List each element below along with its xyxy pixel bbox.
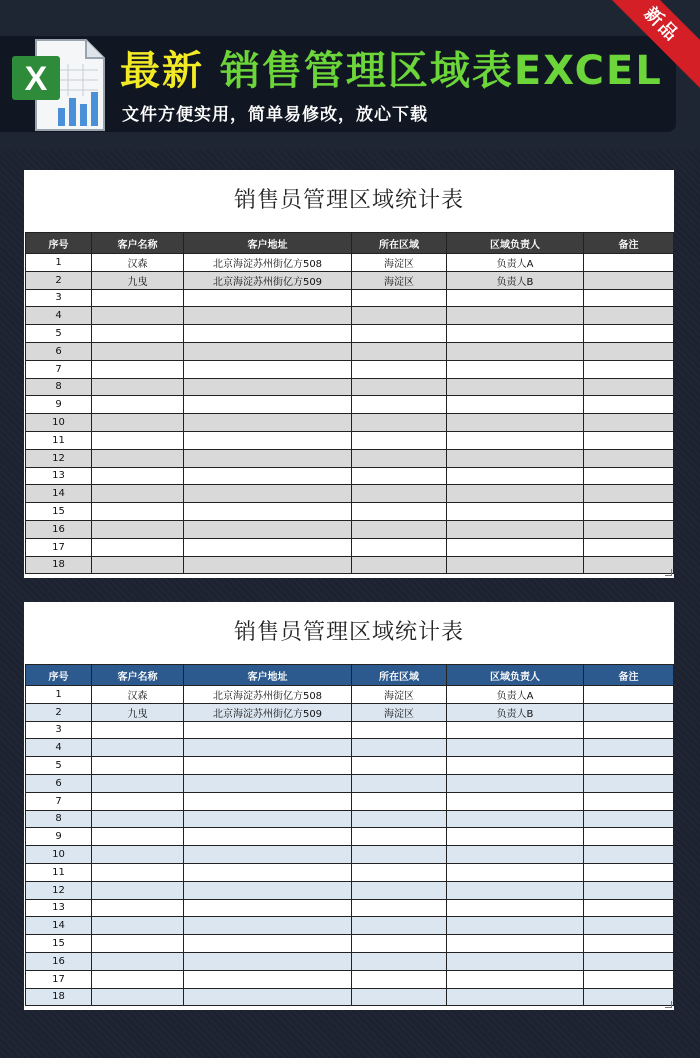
table-cell[interactable] bbox=[584, 739, 674, 757]
table-cell[interactable]: 5 bbox=[26, 757, 92, 775]
table-cell[interactable] bbox=[584, 325, 674, 343]
table-cell[interactable] bbox=[584, 757, 674, 775]
table-cell[interactable] bbox=[352, 449, 447, 467]
table-cell[interactable] bbox=[584, 703, 674, 721]
table-cell[interactable] bbox=[447, 485, 584, 503]
table-cell[interactable] bbox=[352, 556, 447, 574]
table-cell[interactable] bbox=[447, 325, 584, 343]
table-cell[interactable] bbox=[584, 881, 674, 899]
table-cell[interactable] bbox=[92, 917, 184, 935]
table-row bbox=[26, 881, 674, 899]
table-cell[interactable] bbox=[352, 307, 447, 325]
table-cell[interactable] bbox=[184, 899, 352, 917]
table-cell[interactable] bbox=[92, 721, 184, 739]
table-row bbox=[26, 846, 674, 864]
table-cell[interactable] bbox=[447, 792, 584, 810]
column-header[interactable]: 客户名称 bbox=[92, 233, 184, 254]
table-cell[interactable] bbox=[184, 739, 352, 757]
table-cell[interactable] bbox=[447, 935, 584, 953]
table-cell[interactable] bbox=[92, 431, 184, 449]
table-cell[interactable]: 6 bbox=[26, 774, 92, 792]
table-cell[interactable]: 15 bbox=[26, 935, 92, 953]
table-cell[interactable] bbox=[447, 881, 584, 899]
table-cell[interactable] bbox=[447, 556, 584, 574]
table-row bbox=[26, 556, 674, 574]
table-cell[interactable] bbox=[352, 378, 447, 396]
table-cell[interactable] bbox=[184, 307, 352, 325]
table-row bbox=[26, 449, 674, 467]
table-cell[interactable]: 北京海淀苏州街亿方509 bbox=[184, 703, 352, 721]
table-cell[interactable]: 8 bbox=[26, 810, 92, 828]
table-cell[interactable] bbox=[352, 520, 447, 538]
table-cell[interactable] bbox=[584, 271, 674, 289]
table-cell[interactable] bbox=[447, 360, 584, 378]
table-cell[interactable] bbox=[447, 342, 584, 360]
table-cell[interactable] bbox=[584, 378, 674, 396]
table-cell[interactable] bbox=[584, 970, 674, 988]
table-cell[interactable] bbox=[447, 917, 584, 935]
table-cell[interactable] bbox=[584, 721, 674, 739]
table-row bbox=[26, 899, 674, 917]
table-cell[interactable] bbox=[92, 899, 184, 917]
table-header-row bbox=[26, 233, 674, 254]
column-header[interactable]: 备注 bbox=[584, 233, 674, 254]
table-cell[interactable] bbox=[92, 556, 184, 574]
table-cell[interactable] bbox=[447, 846, 584, 864]
table-cell[interactable]: 1 bbox=[26, 686, 92, 704]
table-row bbox=[26, 774, 674, 792]
column-header[interactable]: 客户地址 bbox=[184, 665, 352, 686]
table-row bbox=[26, 739, 674, 757]
table-header-row bbox=[26, 665, 674, 686]
table-cell[interactable] bbox=[184, 792, 352, 810]
table-cell[interactable] bbox=[584, 917, 674, 935]
table-cell[interactable] bbox=[92, 538, 184, 556]
table-cell[interactable]: 9 bbox=[26, 396, 92, 414]
table-cell[interactable] bbox=[352, 846, 447, 864]
table-cell[interactable] bbox=[352, 952, 447, 970]
table-cell[interactable]: 海淀区 bbox=[352, 703, 447, 721]
table-cell[interactable] bbox=[447, 970, 584, 988]
table-cell[interactable]: 九曳 bbox=[92, 703, 184, 721]
table-row bbox=[26, 431, 674, 449]
table-cell[interactable]: 13 bbox=[26, 467, 92, 485]
table-cell[interactable] bbox=[92, 846, 184, 864]
table-cell[interactable] bbox=[184, 289, 352, 307]
table-cell[interactable]: 4 bbox=[26, 307, 92, 325]
table-cell[interactable] bbox=[352, 739, 447, 757]
table-row bbox=[26, 503, 674, 521]
table-cell[interactable]: 16 bbox=[26, 520, 92, 538]
table-cell[interactable]: 7 bbox=[26, 360, 92, 378]
table-cell[interactable]: 12 bbox=[26, 449, 92, 467]
table-row bbox=[26, 307, 674, 325]
table-row bbox=[26, 289, 674, 307]
table-cell[interactable] bbox=[184, 485, 352, 503]
data-table bbox=[25, 664, 674, 1006]
table-cell[interactable] bbox=[352, 396, 447, 414]
resize-grip-icon bbox=[665, 569, 672, 576]
table-cell[interactable] bbox=[447, 774, 584, 792]
table-cell[interactable]: 海淀区 bbox=[352, 271, 447, 289]
table-cell[interactable]: 海淀区 bbox=[352, 686, 447, 704]
table-cell[interactable] bbox=[92, 396, 184, 414]
table-row bbox=[26, 520, 674, 538]
column-header[interactable]: 备注 bbox=[584, 665, 674, 686]
table-cell[interactable]: 14 bbox=[26, 485, 92, 503]
table-cell[interactable]: 10 bbox=[26, 846, 92, 864]
table-cell[interactable] bbox=[447, 863, 584, 881]
table-cell[interactable] bbox=[184, 396, 352, 414]
table-cell[interactable]: 北京海淀苏州街亿方508 bbox=[184, 254, 352, 272]
table-cell[interactable] bbox=[584, 828, 674, 846]
table-row bbox=[26, 952, 674, 970]
table-cell[interactable] bbox=[584, 342, 674, 360]
table-cell[interactable] bbox=[184, 520, 352, 538]
table-cell[interactable] bbox=[447, 757, 584, 775]
table-cell[interactable]: 18 bbox=[26, 556, 92, 574]
table-cell[interactable] bbox=[92, 757, 184, 775]
table-cell[interactable]: 10 bbox=[26, 414, 92, 432]
table-cell[interactable] bbox=[447, 520, 584, 538]
table-cell[interactable]: 4 bbox=[26, 739, 92, 757]
column-header[interactable]: 客户名称 bbox=[92, 665, 184, 686]
table-cell[interactable]: 负责人B bbox=[447, 703, 584, 721]
table-cell[interactable]: 负责人A bbox=[447, 686, 584, 704]
column-header[interactable]: 区域负责人 bbox=[447, 233, 584, 254]
table-cell[interactable] bbox=[447, 810, 584, 828]
table-cell[interactable]: 北京海淀苏州街亿方509 bbox=[184, 271, 352, 289]
table-cell[interactable] bbox=[352, 721, 447, 739]
table-cell[interactable]: 17 bbox=[26, 538, 92, 556]
table-row bbox=[26, 686, 674, 704]
table-cell[interactable] bbox=[352, 485, 447, 503]
table-row bbox=[26, 378, 674, 396]
table-cell[interactable] bbox=[92, 503, 184, 521]
table-cell[interactable] bbox=[184, 325, 352, 343]
table-cell[interactable] bbox=[92, 935, 184, 953]
table-cell[interactable]: 7 bbox=[26, 792, 92, 810]
table-cell[interactable] bbox=[184, 538, 352, 556]
table-cell[interactable] bbox=[584, 792, 674, 810]
table-cell[interactable] bbox=[352, 935, 447, 953]
table-cell[interactable] bbox=[584, 485, 674, 503]
table-cell[interactable] bbox=[184, 431, 352, 449]
table-row bbox=[26, 342, 674, 360]
table-cell[interactable] bbox=[184, 342, 352, 360]
table-cell[interactable] bbox=[447, 721, 584, 739]
table-row bbox=[26, 810, 674, 828]
table-cell[interactable] bbox=[184, 846, 352, 864]
table-cell[interactable] bbox=[447, 538, 584, 556]
table-cell[interactable]: 负责人B bbox=[447, 271, 584, 289]
table-cell[interactable] bbox=[92, 414, 184, 432]
table-cell[interactable] bbox=[92, 307, 184, 325]
table-cell[interactable]: 负责人A bbox=[447, 254, 584, 272]
table-row bbox=[26, 988, 674, 1006]
table-cell[interactable]: 8 bbox=[26, 378, 92, 396]
table-row bbox=[26, 467, 674, 485]
table-row bbox=[26, 271, 674, 289]
table-cell[interactable] bbox=[447, 307, 584, 325]
table-cell[interactable] bbox=[352, 503, 447, 521]
table-row bbox=[26, 792, 674, 810]
table-cell[interactable] bbox=[92, 520, 184, 538]
svg-text:X: X bbox=[24, 60, 48, 98]
table-cell[interactable]: 16 bbox=[26, 952, 92, 970]
table-cell[interactable] bbox=[447, 503, 584, 521]
table-cell[interactable]: 北京海淀苏州街亿方508 bbox=[184, 686, 352, 704]
table-cell[interactable] bbox=[184, 360, 352, 378]
table-cell[interactable]: 汉森 bbox=[92, 254, 184, 272]
column-header[interactable]: 所在区域 bbox=[352, 665, 447, 686]
table-cell[interactable] bbox=[584, 289, 674, 307]
table-cell[interactable] bbox=[184, 556, 352, 574]
table-cell[interactable]: 9 bbox=[26, 828, 92, 846]
table-cell[interactable] bbox=[584, 935, 674, 953]
table-cell[interactable] bbox=[352, 970, 447, 988]
table-cell[interactable] bbox=[352, 538, 447, 556]
table-cell[interactable] bbox=[447, 449, 584, 467]
table-row bbox=[26, 254, 674, 272]
table-cell[interactable] bbox=[352, 289, 447, 307]
table-cell[interactable] bbox=[447, 431, 584, 449]
table-cell[interactable]: 3 bbox=[26, 721, 92, 739]
table-cell[interactable] bbox=[352, 917, 447, 935]
table-cell[interactable]: 5 bbox=[26, 325, 92, 343]
table-cell[interactable]: 17 bbox=[26, 970, 92, 988]
table-cell[interactable]: 6 bbox=[26, 342, 92, 360]
table-cell[interactable]: 1 bbox=[26, 254, 92, 272]
table-cell[interactable] bbox=[92, 828, 184, 846]
table-cell[interactable] bbox=[584, 774, 674, 792]
table-cell[interactable] bbox=[352, 810, 447, 828]
table-cell[interactable]: 11 bbox=[26, 863, 92, 881]
table-cell[interactable] bbox=[92, 988, 184, 1006]
table-cell[interactable] bbox=[184, 881, 352, 899]
table-cell[interactable] bbox=[184, 449, 352, 467]
table-cell[interactable] bbox=[584, 988, 674, 1006]
table-row bbox=[26, 360, 674, 378]
data-table bbox=[25, 232, 674, 574]
table-cell[interactable] bbox=[92, 289, 184, 307]
table-cell[interactable] bbox=[447, 952, 584, 970]
table-cell[interactable] bbox=[352, 467, 447, 485]
column-header[interactable]: 序号 bbox=[26, 665, 92, 686]
sheet-title: 销售员管理区域统计表 bbox=[233, 620, 464, 645]
table-cell[interactable] bbox=[92, 952, 184, 970]
table-cell[interactable]: 海淀区 bbox=[352, 254, 447, 272]
excel-file-icon bbox=[8, 36, 108, 134]
table-cell[interactable] bbox=[352, 899, 447, 917]
table-cell[interactable]: 12 bbox=[26, 881, 92, 899]
table-cell[interactable] bbox=[92, 881, 184, 899]
banner-title bbox=[120, 48, 663, 94]
table-row bbox=[26, 828, 674, 846]
banner-subtitle: 文件方便实用，简单易修改，放心下载 bbox=[122, 105, 428, 125]
table-cell[interactable] bbox=[184, 863, 352, 881]
table-cell[interactable] bbox=[584, 863, 674, 881]
table-cell[interactable] bbox=[584, 431, 674, 449]
table-cell[interactable] bbox=[92, 467, 184, 485]
table-cell[interactable]: 14 bbox=[26, 917, 92, 935]
table-cell[interactable] bbox=[447, 414, 584, 432]
table-cell[interactable] bbox=[184, 721, 352, 739]
table-cell[interactable] bbox=[184, 774, 352, 792]
table-cell[interactable] bbox=[584, 952, 674, 970]
table-cell[interactable] bbox=[92, 810, 184, 828]
table-cell[interactable] bbox=[447, 899, 584, 917]
table-cell[interactable] bbox=[352, 431, 447, 449]
table-cell[interactable] bbox=[447, 378, 584, 396]
table-cell[interactable] bbox=[92, 360, 184, 378]
table-cell[interactable] bbox=[584, 467, 674, 485]
table-cell[interactable]: 13 bbox=[26, 899, 92, 917]
table-cell[interactable] bbox=[584, 449, 674, 467]
table-cell[interactable] bbox=[92, 449, 184, 467]
table-cell[interactable] bbox=[447, 289, 584, 307]
table-cell[interactable] bbox=[447, 396, 584, 414]
table-cell[interactable] bbox=[92, 485, 184, 503]
table-cell[interactable] bbox=[352, 325, 447, 343]
sheet-dark bbox=[24, 170, 674, 578]
column-header[interactable]: 区域负责人 bbox=[447, 665, 584, 686]
table-cell[interactable] bbox=[447, 828, 584, 846]
banner-title-main: 销售管理区域表EXCEL bbox=[219, 48, 663, 94]
table-cell[interactable] bbox=[584, 396, 674, 414]
table-cell[interactable] bbox=[584, 503, 674, 521]
table-row bbox=[26, 721, 674, 739]
table-cell[interactable]: 汉森 bbox=[92, 686, 184, 704]
table-cell[interactable]: 2 bbox=[26, 271, 92, 289]
table-cell[interactable] bbox=[584, 360, 674, 378]
sheet-title: 销售员管理区域统计表 bbox=[233, 188, 464, 213]
new-badge-ribbon: 新品 bbox=[596, 0, 700, 90]
table-cell[interactable] bbox=[184, 828, 352, 846]
table-cell[interactable] bbox=[184, 810, 352, 828]
table-cell[interactable] bbox=[352, 360, 447, 378]
table-cell[interactable] bbox=[92, 863, 184, 881]
table-cell[interactable] bbox=[584, 846, 674, 864]
table-row bbox=[26, 414, 674, 432]
table-cell[interactable] bbox=[184, 757, 352, 775]
table-cell[interactable]: 15 bbox=[26, 503, 92, 521]
table-row bbox=[26, 863, 674, 881]
table-row bbox=[26, 935, 674, 953]
table-cell[interactable] bbox=[352, 757, 447, 775]
table-cell[interactable]: 2 bbox=[26, 703, 92, 721]
column-header[interactable]: 客户地址 bbox=[184, 233, 352, 254]
table-cell[interactable] bbox=[184, 467, 352, 485]
table-row bbox=[26, 396, 674, 414]
banner bbox=[0, 0, 700, 150]
table-cell[interactable] bbox=[584, 686, 674, 704]
table-cell[interactable] bbox=[584, 254, 674, 272]
table-cell[interactable] bbox=[584, 414, 674, 432]
table-cell[interactable] bbox=[584, 810, 674, 828]
table-cell[interactable] bbox=[584, 520, 674, 538]
table-cell[interactable] bbox=[352, 863, 447, 881]
table-row bbox=[26, 538, 674, 556]
table-cell[interactable] bbox=[184, 503, 352, 521]
table-cell[interactable] bbox=[92, 774, 184, 792]
table-cell[interactable] bbox=[92, 325, 184, 343]
table-cell[interactable] bbox=[447, 467, 584, 485]
table-row bbox=[26, 325, 674, 343]
table-cell[interactable] bbox=[92, 739, 184, 757]
column-header[interactable]: 所在区域 bbox=[352, 233, 447, 254]
table-cell[interactable] bbox=[447, 739, 584, 757]
table-cell[interactable] bbox=[184, 917, 352, 935]
table-cell[interactable] bbox=[184, 988, 352, 1006]
table-row bbox=[26, 485, 674, 503]
table-cell[interactable]: 九曳 bbox=[92, 271, 184, 289]
table-cell[interactable] bbox=[184, 970, 352, 988]
sheet-blue bbox=[24, 602, 674, 1010]
table-row bbox=[26, 757, 674, 775]
table-row bbox=[26, 970, 674, 988]
table-cell[interactable]: 3 bbox=[26, 289, 92, 307]
table-row bbox=[26, 917, 674, 935]
table-cell[interactable] bbox=[352, 881, 447, 899]
table-cell[interactable] bbox=[92, 378, 184, 396]
table-cell[interactable] bbox=[92, 342, 184, 360]
column-header[interactable]: 序号 bbox=[26, 233, 92, 254]
banner-title-highlight: 最新 bbox=[120, 48, 204, 94]
table-cell[interactable] bbox=[352, 988, 447, 1006]
table-row bbox=[26, 703, 674, 721]
table-cell[interactable] bbox=[184, 414, 352, 432]
table-cell[interactable] bbox=[584, 538, 674, 556]
table-cell[interactable] bbox=[352, 792, 447, 810]
table-cell[interactable] bbox=[92, 792, 184, 810]
table-cell[interactable] bbox=[352, 414, 447, 432]
table-cell[interactable] bbox=[447, 988, 584, 1006]
table-cell[interactable] bbox=[184, 378, 352, 396]
table-cell[interactable] bbox=[352, 342, 447, 360]
table-cell[interactable] bbox=[92, 970, 184, 988]
table-cell[interactable] bbox=[184, 952, 352, 970]
table-cell[interactable] bbox=[584, 899, 674, 917]
table-cell[interactable] bbox=[584, 556, 674, 574]
table-cell[interactable] bbox=[184, 935, 352, 953]
table-cell[interactable]: 18 bbox=[26, 988, 92, 1006]
table-cell[interactable] bbox=[352, 774, 447, 792]
table-cell[interactable] bbox=[352, 828, 447, 846]
table-cell[interactable]: 11 bbox=[26, 431, 92, 449]
resize-grip-icon bbox=[665, 1001, 672, 1008]
table-cell[interactable] bbox=[584, 307, 674, 325]
